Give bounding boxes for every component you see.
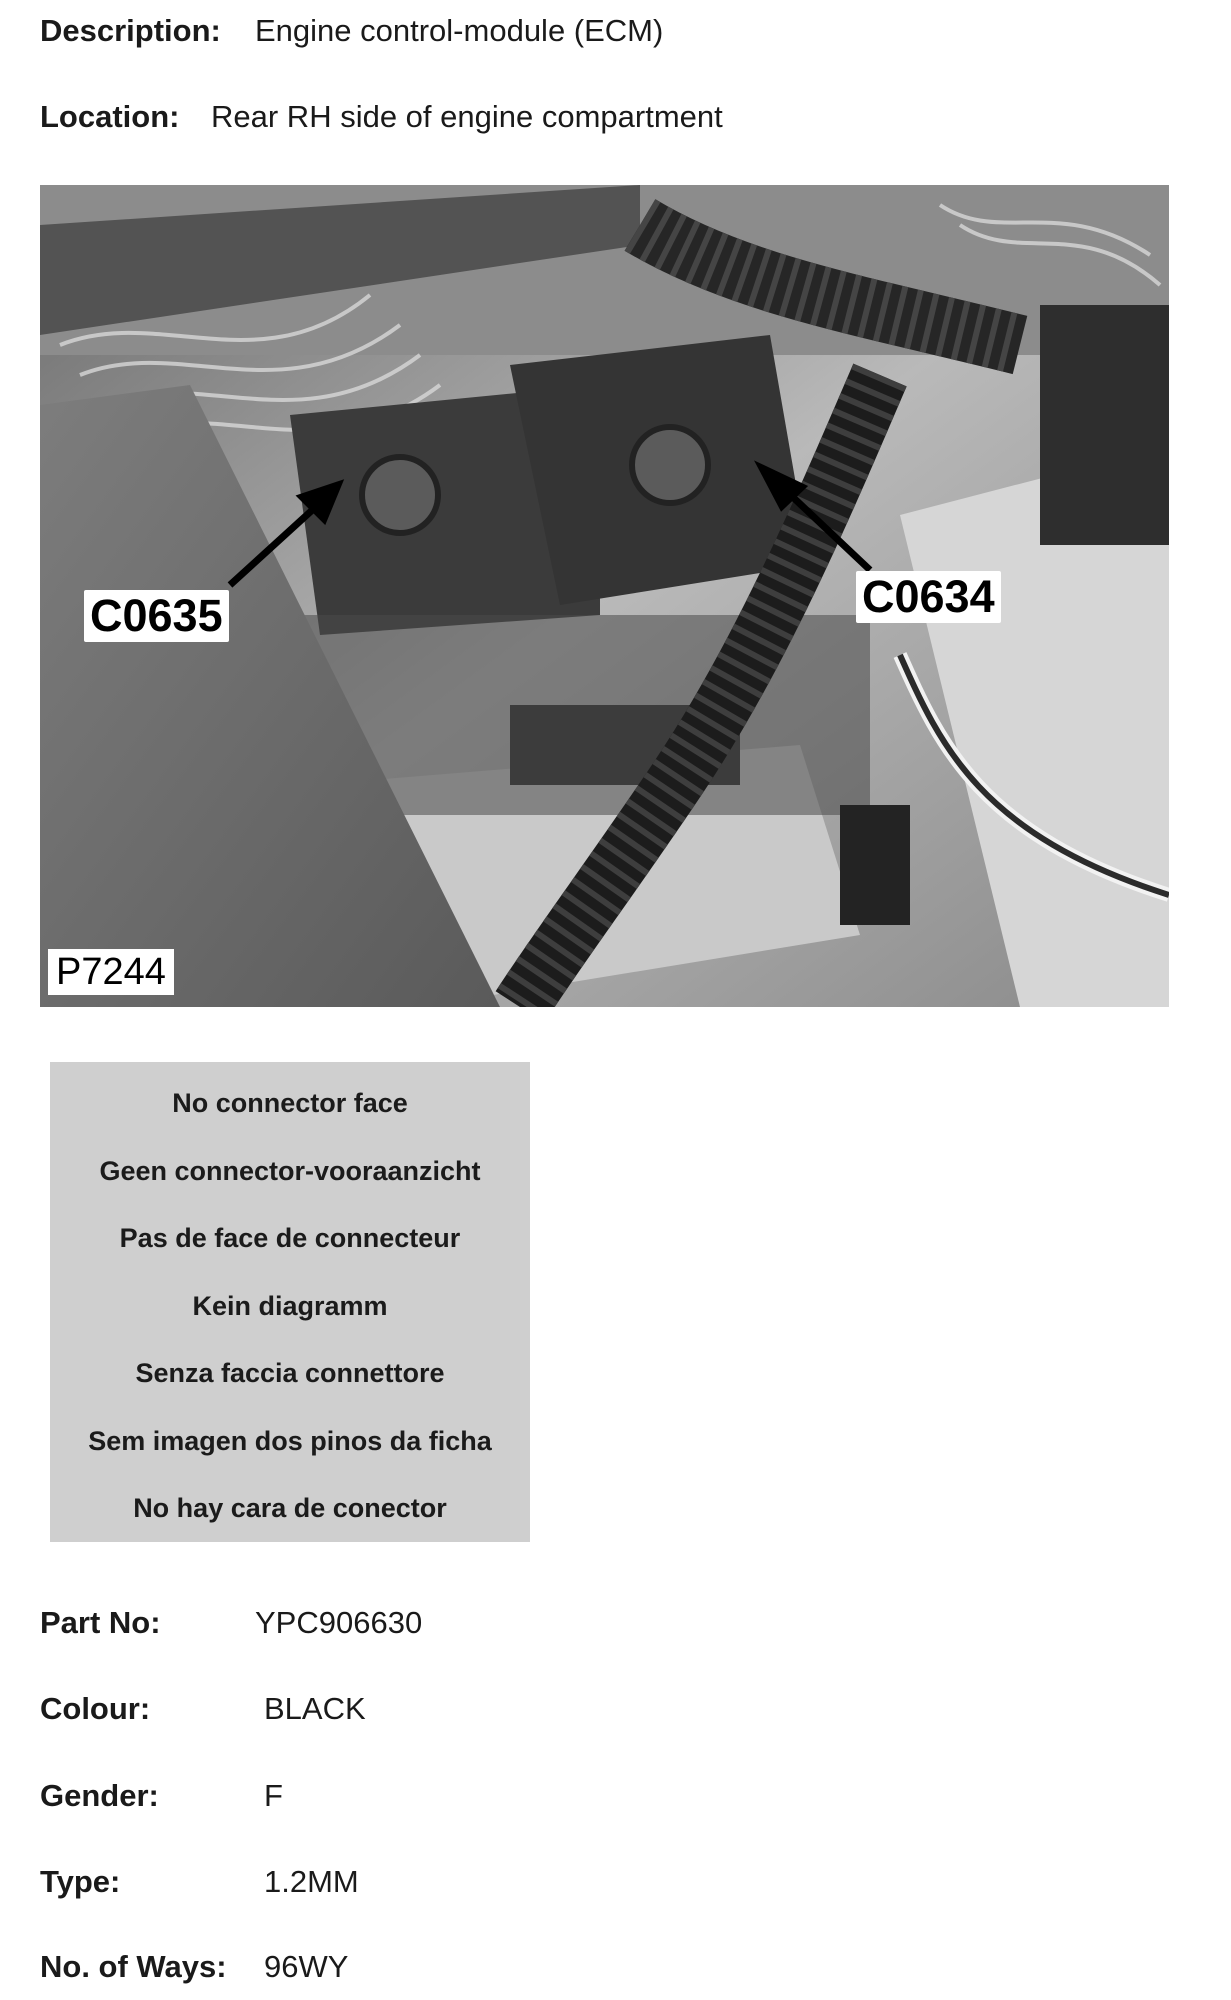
location-value: Rear RH side of engine compartment xyxy=(211,99,723,134)
gender-label: Gender: xyxy=(40,1778,159,1813)
description-label: Description: xyxy=(40,13,221,48)
spec-row-ways xyxy=(40,1948,349,1986)
callout-c0634: C0634 xyxy=(856,571,1001,623)
ncf-line-de: Kein diagramm xyxy=(192,1290,388,1321)
ncf-line-pt: Sem imagen dos pinos da ficha xyxy=(88,1425,492,1456)
ways-label: No. of Ways: xyxy=(40,1949,227,1984)
colour-label: Colour: xyxy=(40,1691,151,1726)
type-value: 1.2MM xyxy=(264,1864,359,1899)
ncf-line-nl: Geen connector-vooraanzicht xyxy=(99,1155,481,1186)
location-label: Location: xyxy=(40,99,180,134)
description-value: Engine control-module (ECM) xyxy=(255,13,664,48)
spec-row-type xyxy=(40,1863,359,1901)
no-connector-face-panel xyxy=(50,1062,530,1542)
colour-value: BLACK xyxy=(264,1691,366,1726)
spec-row-part-no xyxy=(40,1604,423,1642)
location-row xyxy=(40,98,723,136)
ecm-location-photo xyxy=(40,185,1169,1007)
figure-id: P7244 xyxy=(48,949,174,995)
callout-c0635: C0635 xyxy=(84,590,229,642)
gender-value: F xyxy=(264,1778,283,1813)
description-row xyxy=(40,12,664,50)
type-label: Type: xyxy=(40,1864,121,1899)
spec-row-gender xyxy=(40,1777,283,1815)
ncf-line-en: No connector face xyxy=(172,1088,408,1118)
part-no-value: YPC906630 xyxy=(255,1605,423,1640)
ncf-line-it: Senza faccia connettore xyxy=(135,1358,445,1388)
part-no-label: Part No: xyxy=(40,1605,161,1640)
ncf-line-fr: Pas de face de connecteur xyxy=(119,1223,461,1253)
spec-row-colour xyxy=(40,1690,366,1728)
ways-value: 96WY xyxy=(264,1949,349,1984)
no-connector-face-list xyxy=(50,1062,530,1551)
ncf-line-es: No hay cara de conector xyxy=(133,1493,447,1523)
